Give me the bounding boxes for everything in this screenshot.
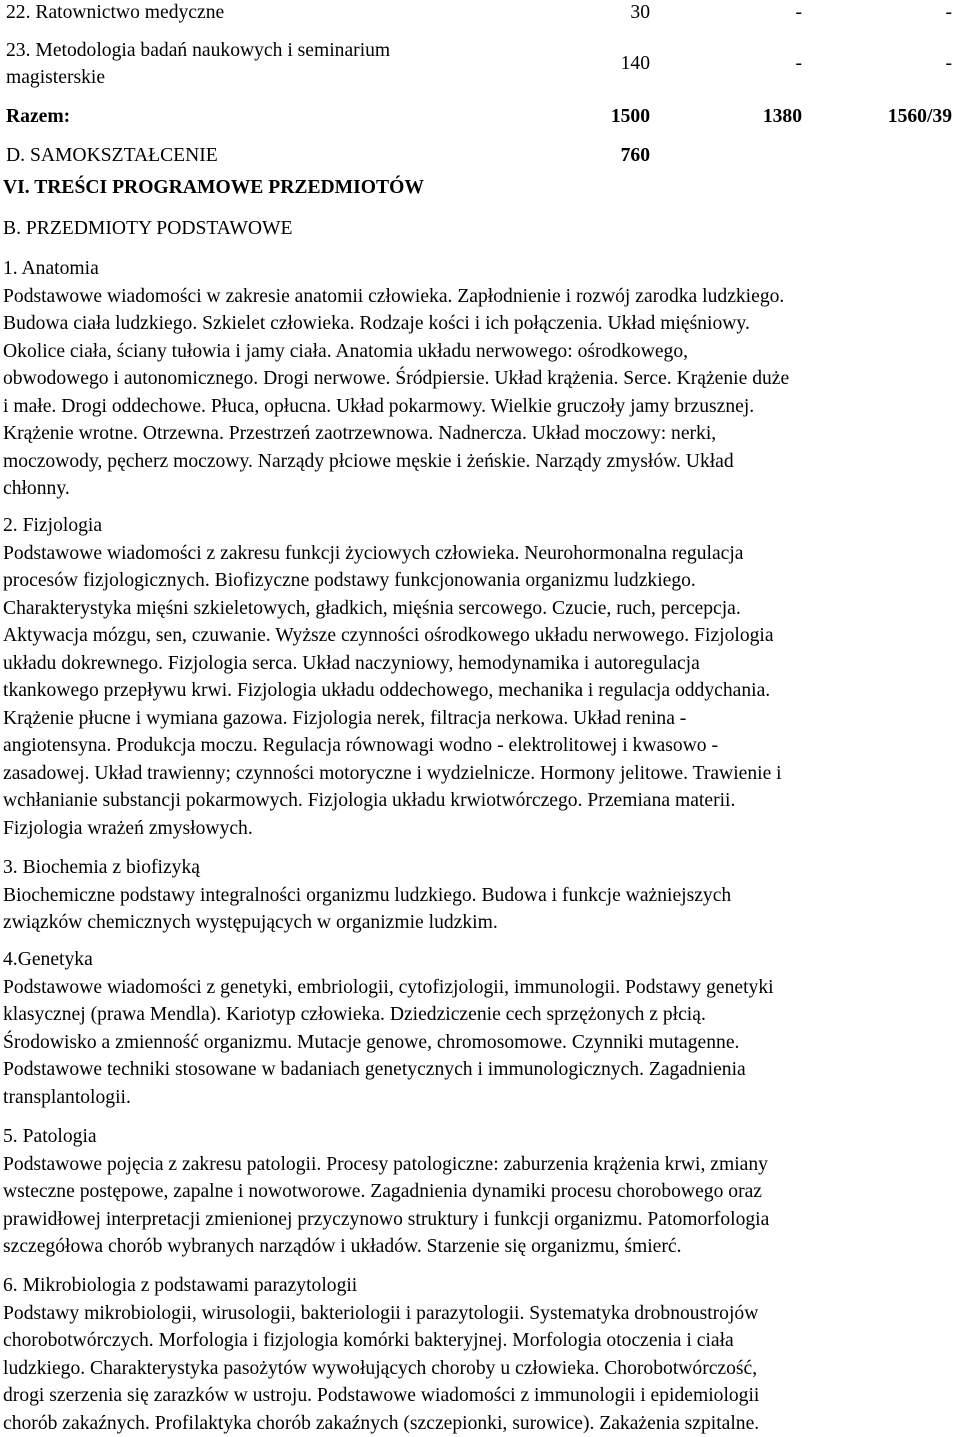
text-line: Okolice ciała, ściany tułowia i jamy ciała. Anatomia układu nerwowego: ośrodkowego, <box>3 338 938 366</box>
text-line: moczowody, pęcherz moczowy. Narządy płciowe męskie i żeńskie. Narządy zmysłów. Układ <box>3 448 938 476</box>
row-value-1: 1500 <box>600 104 650 130</box>
section-title: 3. Biochemia z biofizyką <box>3 854 938 882</box>
text-line: i małe. Drogi oddechowe. Płuca, opłucna. Układ pokarmowy. Wielkie gruczoły jamy brzusznej. <box>3 393 938 421</box>
text-line: tkankowego przepływu krwi. Fizjologia układu oddechowego, mechanika i regulacja oddychania. <box>3 677 938 705</box>
section-title: 2. Fizjologia <box>3 512 938 540</box>
row-value-2: - <box>752 51 802 77</box>
row-value-1: 760 <box>600 143 650 169</box>
text-line: magisterskie <box>6 64 566 91</box>
section-body <box>3 283 938 503</box>
text-line: Krążenie wrotne. Otrzewna. Przestrzeń zaotrzewnowa. Nadnercza. Układ moczowy: nerki, <box>3 420 938 448</box>
text-line: chorób zakaźnych. Profilaktyka chorób zakaźnych (szczepionki, surowice). Zakażenia szpitalne. <box>3 1410 938 1437</box>
text-line: transplantologii. <box>3 1084 938 1112</box>
text-line: Podstawowe wiadomości z genetyki, embriologii, cytofizjologii, immunologii. Podstawy genetyki <box>3 974 938 1002</box>
row-value-1: 30 <box>600 0 650 26</box>
section-body <box>3 540 938 843</box>
text-line: Krążenie płucne i wymiana gazowa. Fizjologia nerek, filtracja nerkowa. Układ renina - <box>3 705 938 733</box>
text-line: obwodowego i autonomicznego. Drogi nerwowe. Śródpiersie. Układ krążenia. Serce. Krążenie duże <box>3 365 938 393</box>
row-value-3: - <box>872 51 952 77</box>
text-line: Budowa ciała ludzkiego. Szkielet człowieka. Rodzaje kości i ich połączenia. Układ mięśniowy. <box>3 310 938 338</box>
row-value-1: 140 <box>600 51 650 77</box>
text-line: chłonny. <box>3 475 938 503</box>
text-line: chorobotwórczych. Morfologia i fizjologia komórki bakteryjnej. Morfologia otoczenia i ciała <box>3 1327 938 1355</box>
text-line: 23. Metodologia badań naukowych i seminarium <box>6 37 566 64</box>
section-body <box>3 882 938 937</box>
text-line: związków chemicznych występujących w organizmie ludzkim. <box>3 909 938 937</box>
row-value-3: 1560/39 <box>872 104 952 130</box>
row-name: D. SAMOKSZTAŁCENIE <box>6 143 218 169</box>
text-line: procesów fizjologicznych. Biofizyczne podstawy funkcjonowania organizmu ludzkiego. <box>3 567 938 595</box>
row-name: Razem: <box>6 104 70 130</box>
text-line: prawidłowej interpretacji zmienionej przyczynowo struktury i funkcji organizmu. Patomorfologia <box>3 1206 938 1234</box>
section-anatomia <box>3 255 938 503</box>
text-line: Środowisko a zmienność organizmu. Mutacje genowe, chromosomowe. Czynniki mutagenne. <box>3 1029 938 1057</box>
section-mikrobiologia <box>3 1272 938 1437</box>
text-line: Podstawy mikrobiologii, wirusologii, bakteriologii i parazytologii. Systematyka drobnoustrojów <box>3 1300 938 1328</box>
section-title: 1. Anatomia <box>3 255 938 283</box>
text-line: Podstawowe techniki stosowane w badaniach genetycznych i immunologicznych. Zagadnienia <box>3 1056 938 1084</box>
text-line: Fizjologia wrażeń zmysłowych. <box>3 815 938 843</box>
text-line: Podstawowe pojęcia z zakresu patologii. Procesy patologiczne: zaburzenia krążenia krwi, zmiany <box>3 1151 938 1179</box>
table-row-total <box>0 104 960 130</box>
heading-b: B. PRZEDMIOTY PODSTAWOWE <box>3 215 293 242</box>
section-biochemia <box>3 854 938 937</box>
text-line: szczegółowa chorób wybranych narządów i układów. Starzenie się organizmu, śmierć. <box>3 1233 938 1261</box>
text-line: układu dokrewnego. Fizjologia serca. Układ naczyniowy, hemodynamika i autoregulacja <box>3 650 938 678</box>
text-line: drogi szerzenia się zarazków w ustroju. Podstawowe wiadomości z immunologii i epidemiologii <box>3 1382 938 1410</box>
text-line: wsteczne postępowe, zapalne i nowotworowe. Zagadnienia dynamiki procesu chorobowego oraz <box>3 1178 938 1206</box>
text-line: zasadowej. Układ trawienny; czynności motoryczne i wydzielnicze. Hormony jelitowe. Trawienie i <box>3 760 938 788</box>
section-patologia <box>3 1123 938 1261</box>
section-genetyka <box>3 946 938 1111</box>
section-title: 6. Mikrobiologia z podstawami parazytologii <box>3 1272 938 1300</box>
row-value-2: 1380 <box>752 104 802 130</box>
section-fizjologia <box>3 512 938 842</box>
table-row-self-study <box>0 143 960 169</box>
text-line: Podstawowe wiadomości z zakresu funkcji życiowych człowieka. Neurohormonalna regulacja <box>3 540 938 568</box>
text-line: angiotensyna. Produkcja moczu. Regulacja równowagi wodno - elektrolitowej i kwasowo - <box>3 732 938 760</box>
section-body <box>3 1151 938 1261</box>
text-line: Aktywacja mózgu, sen, czuwanie. Wyższe czynności ośrodkowego układu nerwowego. Fizjologia <box>3 622 938 650</box>
section-title: 4.Genetyka <box>3 946 938 974</box>
text-line: wchłanianie substancji pokarmowych. Fizjologia układu krwiotwórczego. Przemiana materii. <box>3 787 938 815</box>
section-title: 5. Patologia <box>3 1123 938 1151</box>
text-line: klasycznej (prawa Mendla). Kariotyp człowieka. Dziedziczenie cech sprzężonych z płcią. <box>3 1001 938 1029</box>
heading-vi: VI. TREŚCI PROGRAMOWE PRZEDMIOTÓW <box>3 174 424 201</box>
row-value-3: - <box>872 0 952 26</box>
section-body <box>3 974 938 1112</box>
row-value-2: - <box>752 0 802 26</box>
section-body <box>3 1300 938 1437</box>
text-line: Charakterystyka mięśni szkieletowych, gładkich, mięśnia sercowego. Czucie, ruch, percepcja. <box>3 595 938 623</box>
row-name: 22. Ratownictwo medyczne <box>6 0 224 26</box>
text-line: Podstawowe wiadomości w zakresie anatomii człowieka. Zapłodnienie i rozwój zarodka ludzkiego. <box>3 283 938 311</box>
table-row-22 <box>0 0 960 26</box>
text-line: Biochemiczne podstawy integralności organizmu ludzkiego. Budowa i funkcje ważniejszych <box>3 882 938 910</box>
text-line: ludzkiego. Charakterystyka pasożytów wywołujących choroby u człowieka. Chorobotwórczość, <box>3 1355 938 1383</box>
